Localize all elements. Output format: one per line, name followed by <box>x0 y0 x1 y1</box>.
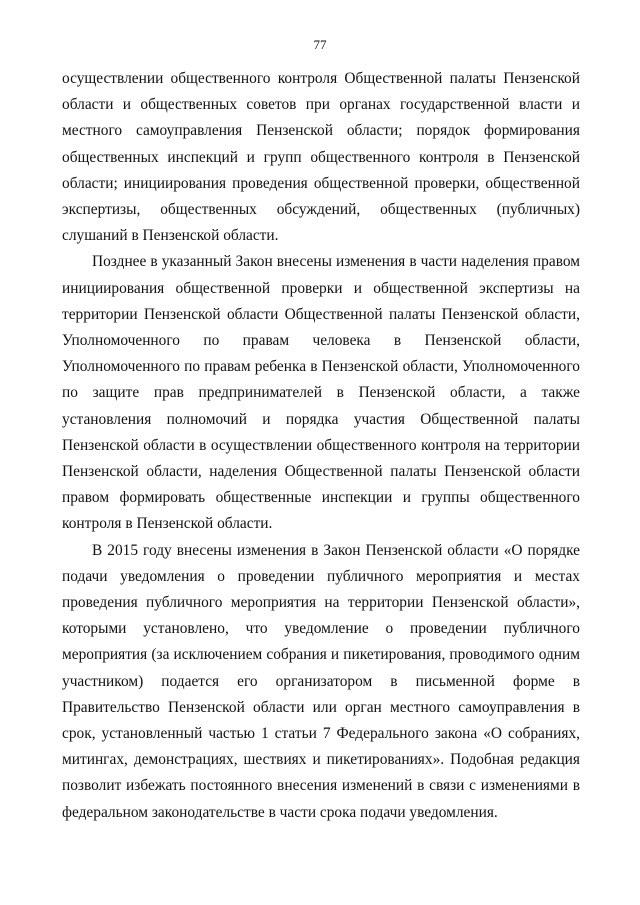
page-number: 77 <box>313 37 327 52</box>
body-text <box>62 66 580 826</box>
paragraph-2015-amendments: В 2015 году внесены изменения в Закон Пензенской области «О порядке подачи уведомления о проведении публичного мероприятия и местах проведения публичного мероприятия на территории Пензенской области», которыми установлено, что уведомление о проведении публичного мероприятия (за исключением собрания и пикетирования, проводимого одним участником) подается его организатором в письменной форме в Правительство Пензенской области или орган местного самоуправления в срок, установленный частью 1 статьи 7 Федерального закона «О собраниях, митингах, демонстрациях, шествиях и пикетированиях». Подобная редакция позволит избежать постоянного внесения изменений в связи с изменениями в федеральном законодательстве в части срока подачи уведомления. <box>62 541 580 821</box>
paragraph-continuation: осуществлении общественного контроля Общественной палаты Пензенской области и общественных советов при органах государственной власти и местного самоуправления Пензенской области; порядок формирования общественных инспекций и групп общественного контроля в Пензенской области; инициирования проведения общественной проверки, общественной экспертизы, общественных обсуждений, общественных (публичных) слушаний в Пензенской области. <box>62 70 580 245</box>
paragraph-law-amendments: Позднее в указанный Закон внесены изменения в части наделения правом инициирования общественной проверки и общественной экспертизы на территории Пензенской области Общественной палаты Пензенской области, Уполномоченного по правам человека в Пензенской области, Уполномоченного по правам ребенка в Пензенской области, Уполномоченного по защите прав предпринимателей в Пензенской области, а также установления полномочий и порядка участия Общественной палаты Пензенской области в осуществлении общественного контроля на территории Пензенской области, наделения Общественной палаты Пензенской области правом формировать общественные инспекции и группы общественного контроля в Пензенской области. <box>62 253 580 533</box>
